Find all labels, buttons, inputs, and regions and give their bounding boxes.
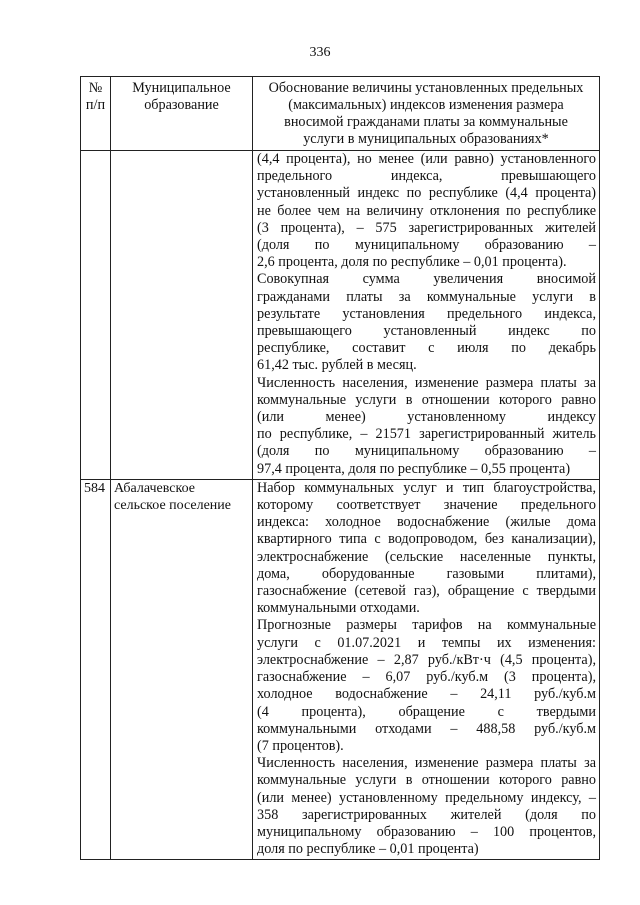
row-municipality-cell [111,479,253,859]
justification-line: электроснабжение – 2,87 руб./кВт·ч (4,5 процента), [257,651,596,668]
header-municipality-line: Муниципальное [132,80,231,96]
justification-line: коммунальными отходами – 488,58 руб./куб.м [257,720,596,737]
justification-line: гражданами платы за коммунальные услуги в [257,288,596,305]
justification-line: 358 зарегистрированных жителей (доля по [257,806,596,823]
row-justification-cell [253,151,600,480]
justification-paragraph [257,271,596,374]
justification-paragraph [257,617,596,755]
header-justification-line: услуги в муниципальных образованиях* [303,131,549,147]
row-justification-cell [253,479,600,859]
justification-line: которому соответствует значение предельного [257,497,596,514]
justification-line: квартирного типа с водопроводом, без канализации), [257,531,596,548]
justification-line: республике, составит с июля по декабрь [257,340,596,357]
justification-line: установленный индекс по республике (4,4 процента) [257,185,596,202]
justification-line: Численность населения, изменение размера платы за [257,374,596,391]
justification-line: Набор коммунальных услуг и тип благоустройства, [257,479,596,496]
justification-line: превышающего установленный индекс по [257,323,596,340]
page-number: 336 [309,45,331,60]
justification-paragraph [257,151,596,271]
justification-line: (доля по муниципальному образованию – [257,237,596,254]
row-number: 584 [84,480,105,496]
justification-line: (или менее) установленному индексу [257,409,596,426]
justification-line: 61,42 тыс. рублей в месяц. [257,357,417,374]
justification-line: коммунальные услуги в отношении которого равно [257,772,596,789]
row-number-cell [81,151,111,480]
tariff-index-table [80,76,600,860]
justification-line: Численность населения, изменение размера платы за [257,755,596,772]
justification-paragraph [257,375,596,478]
justification-line: предельного индекса, превышающего [257,168,596,185]
header-number-cell [81,77,111,151]
justification-line: доля по республике – 0,01 процента) [257,841,479,858]
table-body [81,151,600,860]
justification-line: индекса: холодное водоснабжение (жилые дома [257,514,596,531]
justification-line: 97,4 процента, доля по республике – 0,55 процента) [257,460,571,477]
header-justification-cell [253,77,600,151]
header-municipality-line: образование [144,97,219,113]
justification-line: холодное водоснабжение – 24,11 руб./куб.м [257,686,596,703]
justification-line: (4 процента), обращение с твердыми [257,703,596,720]
justification-line: Совокупная сумма увеличения вносимой [257,271,596,288]
justification-line: по республике, – 21571 зарегистрированный житель [257,426,596,443]
table-row [81,151,600,480]
table-header-row [81,77,600,151]
justification-line: муниципальному образованию – 100 процентов, [257,823,596,840]
justification-line: коммунальными отходами. [257,600,420,617]
justification-line: электроснабжение (сельские населенные пункты, [257,548,596,565]
justification-line: 2,6 процента, доля по республике – 0,01 процента). [257,254,567,271]
table-row [81,479,600,859]
justification-line: дома, оборудованные газовыми плитами), [257,565,596,582]
justification-line: газоснабжение (сетевой газ), обращение с твердыми [257,583,596,600]
justification-paragraph [257,755,596,858]
header-justification-line: Обоснование величины установленных предельных [268,80,584,96]
justification-line: (или менее) установленному предельному индексу, – [257,789,596,806]
justification-line: (7 процентов). [257,737,344,754]
justification-line: результате установления предельного индекса, [257,305,596,322]
row-number-cell [81,479,111,859]
justification-line: услуги с 01.07.2021 и темпы их изменения: [257,634,596,651]
header-number-line: п/п [85,97,106,113]
justification-line: (3 процента), – 575 зарегистрированных жителей [257,219,596,236]
municipality-name-line: сельское поселение [114,497,231,513]
row-municipality-cell [111,151,253,480]
header-municipality-cell [111,77,253,151]
justification-line: Прогнозные размеры тарифов на коммунальные [257,617,596,634]
justification-line: газоснабжение – 6,07 руб./куб.м (3 процента), [257,669,596,686]
justification-line: (4,4 процента), но менее (или равно) установленного [257,151,596,167]
header-justification-line: вносимой гражданами платы за коммунальные [284,114,568,130]
municipality-name-line: Абалачевское [114,480,195,496]
justification-line: (доля по муниципальному образованию – [257,443,596,460]
justification-line: не более чем на величину отклонения по республике [257,202,596,219]
header-justification-line: (максимальных) индексов изменения размера [288,97,564,113]
justification-paragraph [257,480,596,618]
header-number-line: № [88,80,103,96]
justification-line: коммунальные услуги в отношении которого равно [257,391,596,408]
